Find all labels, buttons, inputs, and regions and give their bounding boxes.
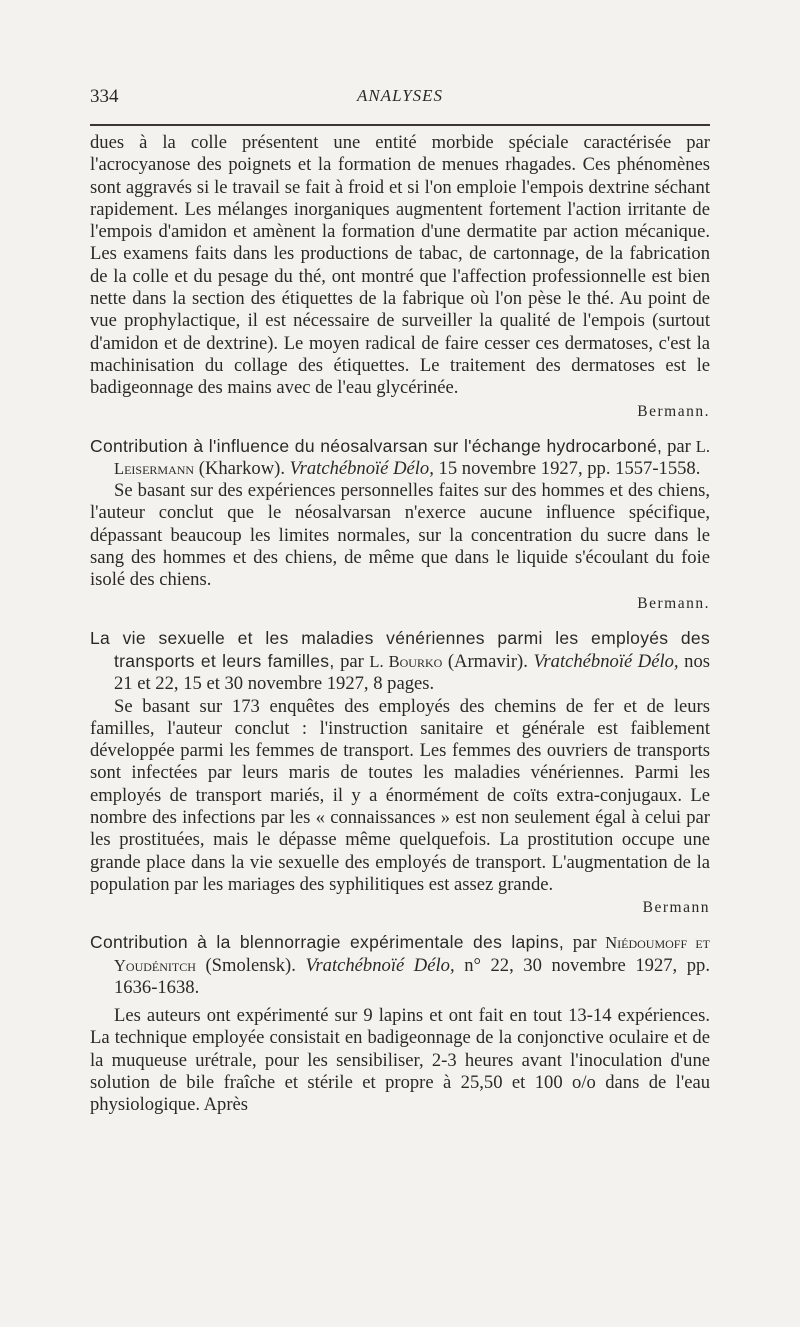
header-rule	[90, 124, 710, 126]
article-heading: Contribution à l'influence du néosalvarsan sur l'échange hydrocarboné, par L. Leisermann (Kharkow). Vratchébnoïé Délo, 15 novembre 1927, pp. 1557-1558.	[90, 435, 710, 479]
article-journal: Vratchébnoïé Délo,	[533, 650, 679, 672]
article-journal: Vratchébnoïé Délo,	[289, 457, 434, 479]
article-signature: Bermann	[642, 899, 710, 917]
article	[90, 931, 710, 1116]
page-content	[90, 132, 710, 1117]
page-header	[90, 86, 710, 116]
article	[90, 627, 710, 920]
article	[90, 435, 710, 615]
article-author: L. Bourko	[369, 651, 443, 671]
article-body: Se basant sur 173 enquêtes des employés des chemins de fer et de leurs familles, l'auteur conclut : l'instruction sanitaire et générale est faiblement développée parmi les femmes de transport. Les femmes des ouvriers de transports sont infectées par leurs maris de toutes les maladies vénériennes. Parmi les employés de transport mariés, il y a énormément de coïts extra-conjugaux. Le nombre des infections par les « connaissances » est non seulement égal à celui par les prostituées, mais le dépasse même quelquefois. La prostitution occupe une grande place dans la vie sexuelle des employés de transport. L'augmentation de la population par les mariages des syphilitiques est assez grande.	[90, 695, 710, 895]
article-reference: 15 novembre 1927, pp. 1557-1558.	[438, 457, 701, 479]
article-signature: Bermann.	[637, 594, 710, 612]
article-reference: nos 21 et 22, 15 et 30 novembre 1927, 8 pages.	[114, 650, 710, 695]
article-heading: La vie sexuelle et les maladies vénériennes parmi les employés des transports et leurs familles, par L. Bourko (Armavir). Vratchébnoïé Délo, nos 21 et 22, 15 et 30 novembre 1927, 8 pages.	[90, 627, 710, 695]
intro-signature: Bermann.	[637, 402, 710, 420]
article-body: Se basant sur des expériences personnelles faites sur des hommes et des chiens, l'auteur conclut que le néosalvarsan n'exerce aucune influence spécifique, dépassant beaucoup les limites normales, sur la concentration du sucre dans le sang des hommes et des chiens, de même que dans le liquide s'écoulant du foie isolé des chiens.	[90, 480, 710, 591]
article-body: Les auteurs ont expérimenté sur 9 lapins et ont fait en tout 13-14 expériences. La technique employée consistait en badigeonnage de la conjonctive oculaire et de la muqueuse urétrale, pour les sensibiliser, 2-3 heures avant l'inoculation d'une solution de bile fraîche et stérile et propre à 25,50 et 100 o/o dans de l'eau physiologique. Après	[90, 1005, 710, 1116]
article-author: L. Leisermann	[114, 436, 710, 478]
page-number: 334	[90, 86, 119, 107]
article-author: Niédoumoff et Youdénitch	[114, 933, 711, 975]
article-title: Contribution à la blennorragie expérimentale des lapins,	[90, 932, 565, 953]
article-reference: n° 22, 30 novembre 1927, pp. 1636-1638.	[114, 954, 711, 998]
article-title: Contribution à l'influence du néosalvarsan sur l'échange hydrocarboné,	[90, 435, 663, 456]
article-heading: Contribution à la blennorragie expérimentale des lapins, par Niédoumoff et Youdénitch (Smolensk). Vratchébnoïé Délo, n° 22, 30 novembre 1927, pp. 1636-1638.	[90, 932, 711, 998]
article-journal: Vratchébnoïé Délo,	[305, 954, 455, 976]
article-title: La vie sexuelle et les maladies vénériennes parmi les employés des transports et leurs familles,	[90, 627, 710, 671]
running-title: ANALYSES	[356, 86, 444, 105]
page	[90, 86, 711, 1116]
intro-paragraph: dues à la colle présentent une entité morbide spéciale caractérisée par l'acrocyanose des poignets et la formation de menues rhagades. Ces phénomènes sont aggravés si le travail se fait à froid et si l'on emploie l'empois dextrine séchant rapidement. Les mélanges inorganiques augmentent fortement l'action irritante de l'empois d'amidon et amènent la formation d'une dermatite par action mécanique. Les examens faits dans les productions de tabac, de cartonnage, de la fabrication de la colle et du pesage du thé, ont montré que l'affection professionnelle est bien nette dans la section des étiquettes de la fabrique où l'on pèse le thé. Au point de vue prophylactique, il est nécessaire de surveiller la qualité de l'empois (surtout d'amidon et de dextrine). Le moyen radical de faire cesser ces dermatoses, c'est la machinisation du collage des étiquettes. Le traitement des dermatoses est le badigeonnage des mains avec de l'eau glycérinée.	[90, 132, 710, 399]
